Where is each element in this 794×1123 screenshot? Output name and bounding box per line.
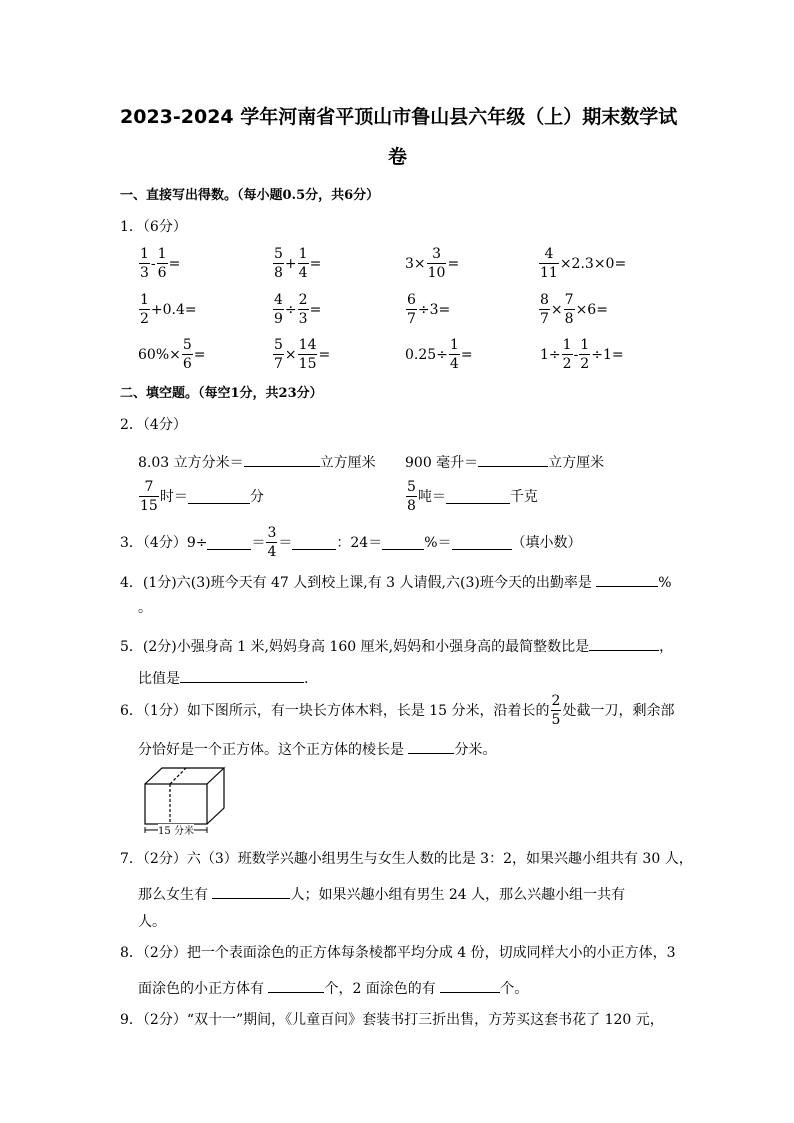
question-8: 8．（2分）把一个表面涂色的正方体每条棱都平均分成 4 份，切成同样大小的小正方体，3 xyxy=(120,945,676,961)
question-9: 9．（2分）“双十一”期间，《儿童百问》套装书打三折出售，方芳买这套书花了 120 元， xyxy=(120,1012,664,1028)
cuboid-figure xyxy=(140,764,230,840)
calc-item: 3× $\frac{3}{10}$ = xyxy=(405,246,460,281)
q2-item: $\frac{7}{15}$ 时＝ 分 xyxy=(140,479,264,514)
question-7-cont2: 人。 xyxy=(138,914,166,930)
question-5-cont: 比值是 . xyxy=(138,668,308,686)
question-7: 7．（2分）六（3）班数学兴趣小组男生与女生人数的比是 3：2，如果兴趣小组共有 30 人， xyxy=(120,851,693,867)
calc-item: $\frac{1}{3}$ - $\frac{1}{6}$ = xyxy=(140,246,181,281)
q2-item: $\frac{5}{8}$ 吨＝ 千克 xyxy=(407,479,538,514)
page-title: 2023-2024 学年河南省平顶山市鲁山县六年级（上）期末数学试 xyxy=(120,106,678,128)
q2-item: 8.03 立方分米＝ 立方厘米 xyxy=(138,452,376,470)
question-6: 6．（1分）如下图所示，有一块长方体木料，长是 15 分米，沿着长的 $\frac{2}{5}$ 处截一刀，剩余部 xyxy=(120,693,675,728)
calc-item: 0.25÷ $\frac{1}{4}$ = xyxy=(405,337,473,372)
question-8-cont: 面涂色的小正方体有 个，2 面涂色的有 个。 xyxy=(138,978,528,996)
section-heading-2: 二、填空题。（每空1分，共23分） xyxy=(120,386,323,401)
question-4-cont: 。 xyxy=(138,600,152,616)
figure-length-label: 15 分米 xyxy=(158,826,194,837)
calc-item: 1÷ $\frac{1}{2}$ - $\frac{1}{2}$ ÷1= xyxy=(540,337,624,372)
calc-item: $\frac{4}{9}$ ÷ $\frac{2}{3}$ = xyxy=(274,292,322,327)
calc-item: $\frac{5}{7}$ × $\frac{14}{15}$ = xyxy=(274,337,331,372)
question-3: 3．（4分）9÷ ＝ $\frac{3}{4}$ ＝ ：24＝ %＝ （填小数） xyxy=(120,525,582,560)
q2-item: 900 毫升＝ 立方厘米 xyxy=(405,452,604,470)
page-title-cont: 卷 xyxy=(388,146,408,168)
calc-item: $\frac{4}{11}$ ×2.3×0= xyxy=(540,246,627,281)
question-4: 4．(1分)六(3)班今天有 47 人到校上课,有 3 人请假,六(3)班今天的出勤率是 % xyxy=(120,572,672,590)
question-6-cont: 分恰好是一个正方体。这个正方体的棱长是 分米。 xyxy=(138,739,496,757)
calc-item: $\frac{1}{2}$ +0.4= xyxy=(140,292,197,327)
question-7-cont: 那么女生有 人；如果兴趣小组有男生 24 人，那么兴趣小组一共有 xyxy=(138,884,625,902)
question-2-label: 2．（4分） xyxy=(120,417,187,433)
question-5: 5．(2分)小强身高 1 米,妈妈身高 160 厘米,妈妈和小强身高的最简整数比是 ， xyxy=(120,636,673,654)
section-heading-1: 一、直接写出得数。（每小题0.5分，共6分） xyxy=(120,188,380,203)
calc-item: $\frac{5}{8}$ + $\frac{1}{4}$ = xyxy=(274,246,322,281)
calc-item: $\frac{6}{7}$ ÷3= xyxy=(407,292,451,327)
question-1-label: 1．（6分） xyxy=(120,219,187,235)
calc-item: $\frac{8}{7}$ × $\frac{7}{8}$ ×6= xyxy=(540,292,608,327)
calc-item: 60%× $\frac{5}{6}$ = xyxy=(138,337,206,372)
